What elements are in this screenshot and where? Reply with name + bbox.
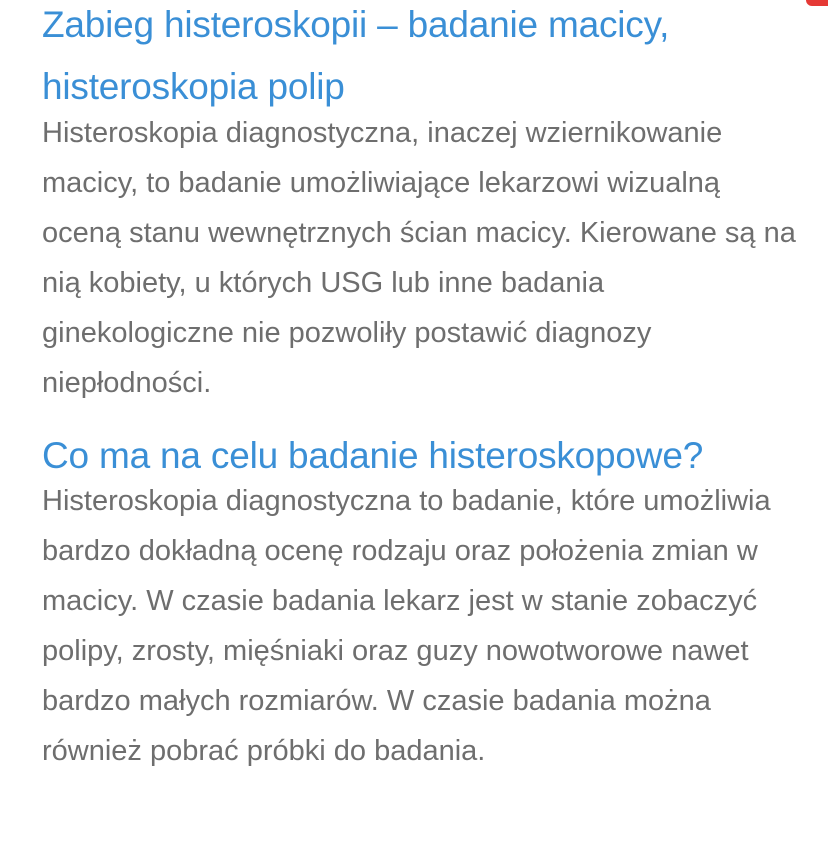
section-heading: Co ma na celu badanie histeroskopowe? <box>42 435 704 476</box>
article-content <box>42 0 802 776</box>
section-heading: Zabieg histeroskopii – badanie macicy, histeroskopia polip <box>42 4 670 107</box>
corner-badge <box>806 0 828 6</box>
section-paragraph: Histeroskopia diagnostyczna to badanie, które umożliwia bardzo dokładną ocenę rodzaju oraz położenia zmian w macicy. W czasie badania lekarz jest w stanie zobaczyć polipy, zrosty, mięśniaki oraz guzy nowotworowe nawet bardzo małych rozmiarów. W czasie badania można również pobrać próbki do badania. <box>42 485 771 767</box>
section-paragraph: Histeroskopia diagnostyczna, inaczej wziernikowanie macicy, to badanie umożliwiające lekarzowi wizualną oceną stanu wewnętrznych ścian macicy. Kierowane są na nią kobiety, u których USG lub inne badania ginekologiczne nie pozwoliły postawić diagnozy niepłodności. <box>42 117 796 399</box>
